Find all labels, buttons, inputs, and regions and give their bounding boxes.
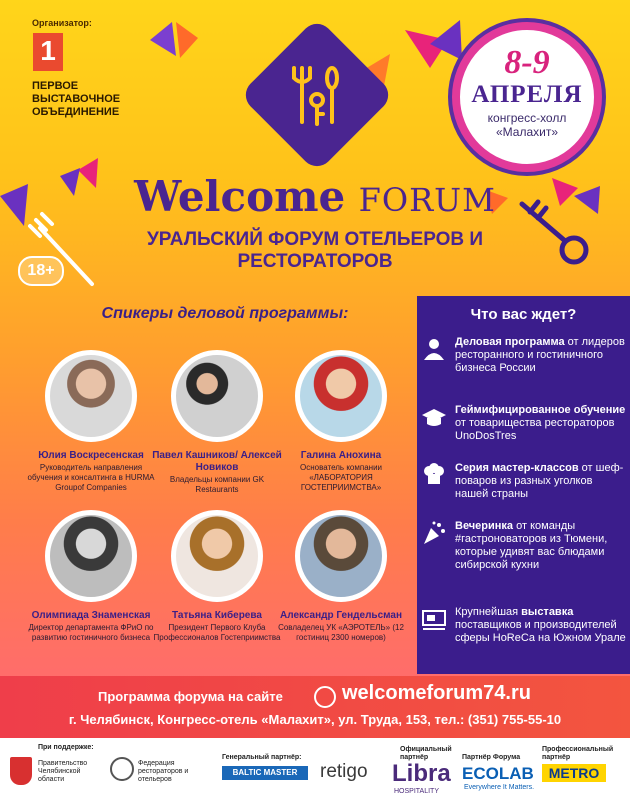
organizer-label: Организатор: — [32, 18, 92, 28]
speaker-name: Галина Анохина — [300, 450, 382, 461]
speaker-name: Павел Кашников/ Алексей Новиков — [152, 450, 282, 473]
address-text: г. Челябинск, Конгресс-отель «Малахит», ул. Труда, 153, тел.: (351) 755-55-10 — [68, 712, 562, 727]
support-label: При поддержке: — [38, 744, 94, 751]
organizer-logo: 1 — [33, 33, 63, 71]
date-days: 8-9 — [504, 44, 550, 81]
speaker-role: Совладелец УК «АЭРОТЕЛЬ» (12 гостиниц 2300 номеров) — [278, 623, 404, 642]
feature-text: от шеф-поваров из разных уголков нашей страны — [455, 462, 624, 500]
metro-logo: METRO — [542, 764, 606, 782]
speaker-role: Президент Первого Клуба Профессионалов Гостеприимства — [153, 623, 281, 642]
feature-text-pre: Крупнейшая — [455, 606, 522, 618]
features-panel-title: Что вас ждет? — [470, 306, 577, 323]
graduation-cap-icon — [421, 404, 447, 430]
feature-bold: Вечеринка — [455, 520, 514, 532]
pro-partner-label: Профессиональный партнёр — [542, 746, 614, 761]
speaker-card — [276, 510, 406, 643]
speaker-role: Владельцы компании GK Restaurants — [169, 475, 265, 494]
speaker-name: Татьяна Киберева — [172, 610, 262, 621]
organizer-name: ПЕРВОЕ ВЫСТАВОЧНОЕ ОБЪЕДИНЕНИЕ — [32, 80, 121, 118]
speaker-card — [152, 350, 282, 495]
program-label: Программа форума на сайте — [98, 689, 283, 704]
retigo-logo: retigo — [320, 761, 368, 782]
speaker-photo — [295, 510, 387, 602]
speaker-card — [152, 510, 282, 643]
speaker-photo — [45, 350, 137, 442]
feature-bold: выставка — [521, 606, 574, 618]
feature-item — [421, 404, 626, 443]
speaker-photo — [171, 350, 263, 442]
exhibition-stand-icon — [421, 606, 447, 632]
feature-text: от команды #гастроноваторов из Тюмени, которые удивят вас блюдами сибирской кухни — [455, 520, 608, 571]
speaker-photo — [295, 350, 387, 442]
feature-item — [421, 520, 626, 572]
speaker-photo — [171, 510, 263, 602]
official-partner-label: Официальный партнёр — [400, 746, 452, 761]
feature-bold: Серия мастер-классов — [455, 462, 579, 474]
speaker-role: Основатель компании «ЛАБОРАТОРИЯ ГОСТЕПРИИМСТВА» — [299, 463, 382, 492]
gov-partner: Правительство Челябинской области — [38, 760, 88, 783]
feature-bold: Геймифицированное обучение — [455, 404, 626, 416]
feature-text: от лидеров ресторанного и гостиничного бизнеса России — [455, 336, 625, 374]
globe-icon — [314, 686, 336, 708]
speaker-card — [26, 510, 156, 643]
forum-title-first: Welcome — [134, 172, 346, 221]
feature-item — [421, 462, 626, 501]
libra-logo: Libra — [392, 760, 451, 787]
feature-text: от товарищества рестораторов UnoDosTres — [455, 417, 615, 442]
date-venue: конгресс-холл «Малахит» — [487, 111, 567, 139]
party-icon — [421, 520, 447, 546]
speakers-title: Спикеры деловой программы: — [101, 305, 349, 322]
speaker-card — [276, 350, 406, 493]
federation-partner: Федерация рестораторов и отельеров — [138, 760, 189, 783]
chelyabinsk-crest-icon — [10, 757, 32, 785]
feature-text: поставщиков и производителей сферы HoReCa на Южном Урале — [455, 619, 626, 644]
speaker-card — [26, 350, 156, 493]
fork-key-spoon-icon — [262, 40, 372, 150]
speaker-photo — [45, 510, 137, 602]
program-band — [0, 676, 630, 738]
date-month: АПРЕЛЯ — [471, 81, 583, 108]
libra-sub: HOSPITALITY — [394, 788, 439, 795]
website-link[interactable]: welcomeforum74.ru — [342, 682, 531, 704]
baltic-master-logo: BALTIC MASTER — [222, 766, 308, 780]
ecolab-logo: ECOLAB — [462, 764, 534, 783]
ecolab-sub: Everywhere It Matters. — [464, 784, 535, 791]
federation-emblem-icon — [110, 757, 134, 781]
speaker-name: Юлия Воскресенская — [38, 450, 144, 461]
age-rating-badge: 18+ — [18, 256, 64, 286]
speaker-name: Олимпиада Знаменская — [31, 610, 151, 621]
date-badge — [452, 22, 602, 172]
forum-subtitle: УРАЛЬСКИЙ ФОРУМ ОТЕЛЬЕРОВ И РЕСТОРАТОРОВ — [146, 229, 484, 272]
chef-hat-icon — [421, 462, 447, 488]
speaker-person-icon — [421, 336, 447, 362]
speaker-name: Александр Гендельсман — [280, 610, 402, 621]
forum-title-second: FORUM — [358, 181, 496, 219]
feature-item — [421, 606, 626, 645]
speaker-role: Директор департамента ФРиО по развитию гостиничного бизнеса — [28, 623, 154, 642]
feature-bold: Деловая программа — [455, 336, 565, 348]
general-partner-label: Генеральный партнёр: — [222, 754, 302, 761]
feature-item — [421, 336, 626, 375]
speaker-role: Руководитель направления обучения и консалтинга в HURMA Groupof Companies — [27, 463, 155, 492]
forum-title — [0, 172, 630, 221]
forum-partner-label: Партнёр Форума — [462, 754, 521, 761]
